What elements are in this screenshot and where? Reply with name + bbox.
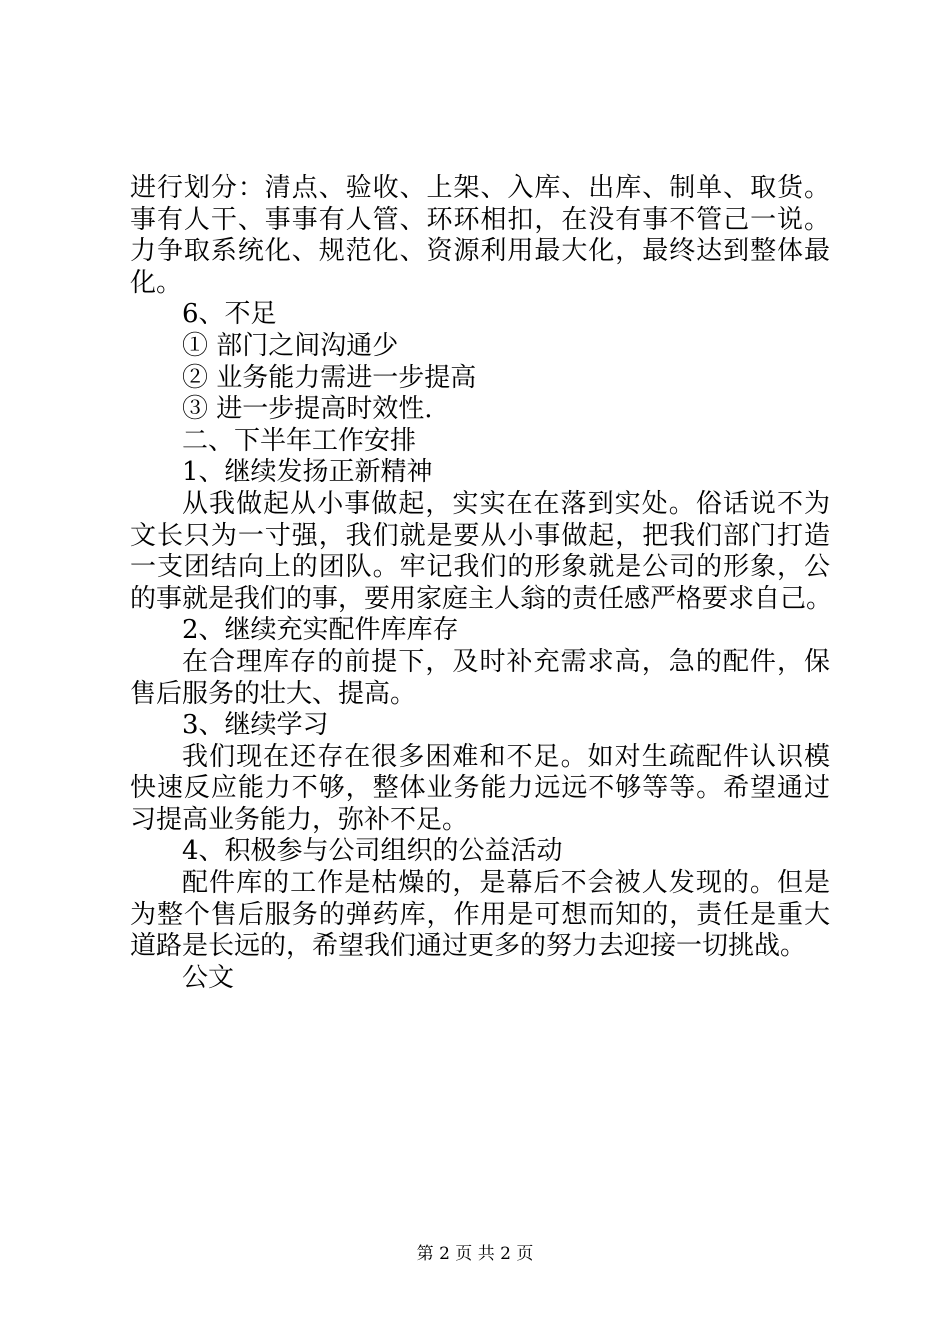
- section-heading: 1、继续发扬正新精神: [182, 457, 433, 488]
- paragraph-line: 快速反应能力不够，整体业务能力远远不够等等。希望通过: [130, 773, 830, 804]
- paragraph-line: 在合理库存的前提下，及时补充需求高，急的配件，保: [182, 646, 830, 677]
- paragraph-line: 力争取系统化、规范化、资源利用最大化，最终达到整体最: [130, 236, 830, 267]
- paragraph-line: 化。: [130, 267, 183, 298]
- section-heading: 3、继续学习: [182, 710, 329, 741]
- paragraph-line: 配件库的工作是枯燥的，是幕后不会被人发现的。但是: [182, 868, 830, 899]
- section-heading: 6、不足: [182, 299, 277, 330]
- paragraph-line: 售后服务的壮大、提高。: [130, 678, 417, 709]
- section-heading: 4、积极参与公司组织的公益活动: [182, 836, 563, 867]
- paragraph-line: 习提高业务能力，弥补不足。: [130, 804, 469, 835]
- paragraph-line: 的事就是我们的事，要用家庭主人翁的责任感严格要求自己。: [130, 583, 833, 614]
- section-heading: 2、继续充实配件库库存: [182, 615, 459, 646]
- page-footer: 第 2 页 共 2 页: [416, 1244, 534, 1264]
- paragraph-line: 从我做起从小事做起，实实在在落到实处。俗话说不为: [182, 488, 830, 519]
- paragraph-line: 道路是长远的，希望我们通过更多的努力去迎接一切挑战。: [130, 931, 807, 962]
- paragraph-line: 事有人干、事事有人管、环环相扣，在没有事不管己一说。: [130, 204, 830, 235]
- paragraph-line: 进行划分：清点、验收、上架、入库、出库、制单、取货。: [130, 173, 830, 203]
- paragraph-line: 一支团结向上的团队。牢记我们的形象就是公司的形象，公: [130, 552, 830, 583]
- list-item: ② 业务能力需进一步提高: [182, 362, 477, 393]
- list-item: ③ 进一步提高时效性.: [182, 394, 433, 425]
- paragraph-line: 为整个售后服务的弹药库，作用是可想而知的，责任是重大: [130, 899, 830, 930]
- paragraph-line: 文长只为一寸强，我们就是要从小事做起，把我们部门打造: [130, 520, 830, 551]
- list-item: ① 部门之间沟通少: [182, 330, 399, 361]
- paragraph-line: 我们现在还存在很多困难和不足。如对生疏配件认识模: [182, 741, 830, 772]
- document-body: [130, 173, 833, 994]
- paragraph-line: 公文: [182, 962, 235, 993]
- section-heading: 二、下半年工作安排: [182, 425, 417, 456]
